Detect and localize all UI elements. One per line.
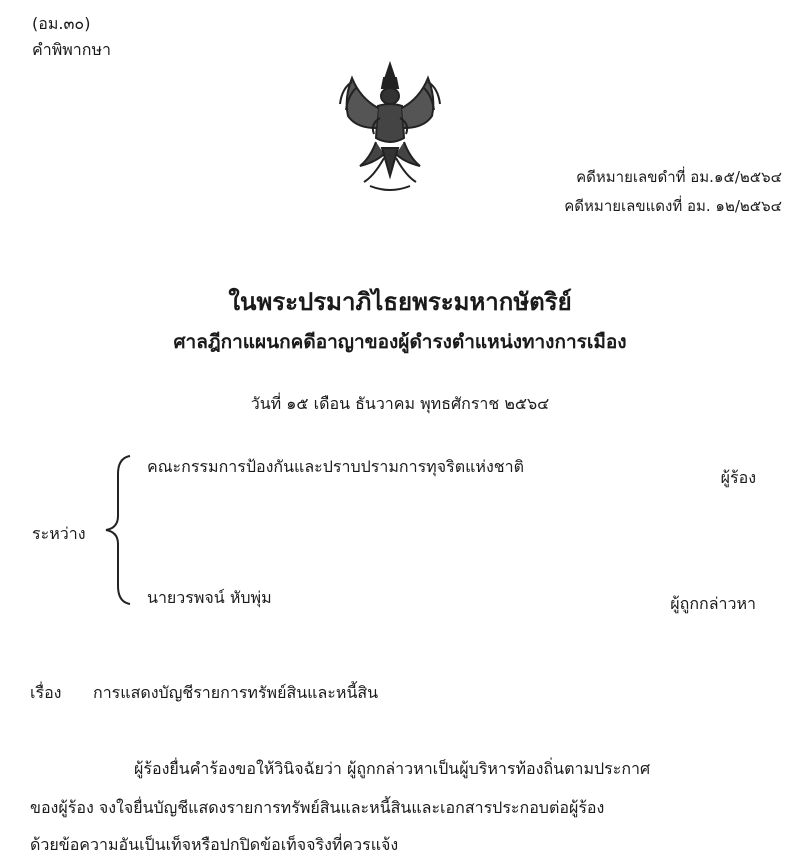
garuda-emblem-icon xyxy=(330,58,450,198)
respondent-name: นายวรพจน์ หับพุ่ม xyxy=(147,588,272,607)
body-line-3: ด้วยข้อความอันเป็นเท็จหรือปกปิดข้อเท็จจริงที่ควรแจ้ง xyxy=(30,835,399,854)
between-label: ระหว่าง xyxy=(32,524,86,543)
case-black-number: คดีหมายเลขดำที่ อม.๑๕/๒๕๖๔ xyxy=(576,168,782,186)
body-line-1: ผู้ร้องยื่นคำร้องขอให้วินิจฉัยว่า ผู้ถูกกล่าวหาเป็นผู้บริหารท้องถิ่นตามประกาศ xyxy=(134,759,651,778)
curly-brace xyxy=(96,454,136,606)
judgment-date: วันที่ ๑๕ เดือน ธันวาคม พุทธศักราช ๒๕๖๔ xyxy=(250,394,550,413)
case-red-number: คดีหมายเลขแดงที่ อม. ๑๒/๒๕๖๔ xyxy=(564,197,782,215)
subject-label: เรื่อง xyxy=(30,683,62,702)
form-code: (อม.๓๐) xyxy=(32,14,91,33)
petitioner-role: ผู้ร้อง xyxy=(720,468,756,487)
subject-text: การแสดงบัญชีรายการทรัพย์สินและหนี้สิน xyxy=(93,683,379,702)
court-name: ศาลฎีกาแผนกคดีอาญาของผู้ดำรงตำแหน่งทางการเมือง xyxy=(173,331,627,353)
body-line-2: ของผู้ร้อง จงใจยื่นบัญชีแสดงรายการทรัพย์สินและหนี้สินและเอกสารประกอบต่อผู้ร้อง xyxy=(30,798,605,817)
form-title: คำพิพากษา xyxy=(32,40,111,59)
royal-heading: ในพระปรมาภิไธยพระมหากษัตริย์ xyxy=(228,287,572,316)
respondent-role: ผู้ถูกกล่าวหา xyxy=(670,594,756,613)
petitioner-name: คณะกรรมการป้องกันและปราบปรามการทุจริตแห่งชาติ xyxy=(147,457,524,476)
